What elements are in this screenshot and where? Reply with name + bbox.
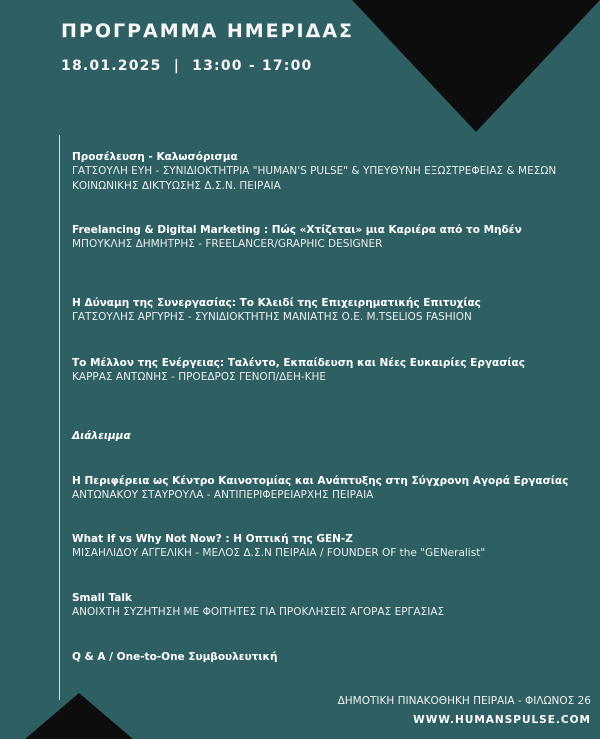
program-item-speaker: ΓΑΤΣΟΥΛΗ ΕΥΗ - ΣΥΝΙΔΙΟΚΤΗΤΡΙΑ "HUMAN'S PULSE" & ΥΠΕΥΘΥΝΗ ΕΞΩΣΤΡΕΦΕΙΑΣ & ΜΕΣΩΝ ΚΟΙΝΩΝΙΚΗΣ ΔΙΚΤΥΩΣΗΣ Δ.Σ.Ν. ΠΕΙΡΑΙΑ xyxy=(72,165,557,192)
decorative-triangle-bottom xyxy=(25,693,133,739)
program-item-speaker: ΜΙΣΑΗΛΙΔΟΥ ΑΓΓΕΛΙΚΗ - ΜΕΛΟΣ Δ.Σ.Ν ΠΕΙΡΑΙΑ / FOUNDER OF the "GENeralist" xyxy=(72,547,486,559)
program-item-heading: Η Περιφέρεια ως Κέντρο Καινοτομίας και Ανάπτυξης στη Σύγχρονη Αγορά Εργασίας xyxy=(72,475,569,487)
timeline-divider xyxy=(59,135,60,700)
program-item-heading: Προσέλευση - Καλωσόρισμα xyxy=(72,151,238,163)
program-item-heading: Η Δύναμη της Συνεργασίας: Το Κλειδί της Επιχειρηματικής Επιτυχίας xyxy=(72,297,481,309)
break-label: Διάλειμμα xyxy=(72,430,131,442)
program-item-heading: Freelancing & Digital Marketing : Πώς «Χτίζεται» μια Καριέρα από το Μηδέν xyxy=(72,224,522,236)
program-item-heading: Q & A / One-to-One Συμβουλευτική xyxy=(72,651,278,663)
program-item-heading: Small Talk xyxy=(72,592,132,604)
program-item-speaker: ΜΠΟΥΚΛΗΣ ΔΗΜΗΤΡΗΣ - FREELANCER/GRAPHIC DESIGNER xyxy=(72,238,383,250)
program-item-welcome xyxy=(72,150,587,194)
program-item-collaboration xyxy=(72,296,587,325)
program-item-genz xyxy=(72,532,587,561)
program-item-speaker: ΓΑΤΣΟΥΛΗΣ ΑΡΓΥΡΗΣ - ΣΥΝΙΔΙΟΚΤΗΤΗΣ ΜΑΝΙΑΤΗΣ Ο.Ε. M.TSELIOS FASHION xyxy=(72,311,472,323)
program-item-speaker: ΑΝΤΩΝΑΚΟΥ ΣΤΑΥΡΟΥΛΑ - ΑΝΤΙΠΕΡΙΦΕΡΕΙΑΡΧΗΣ ΠΕΙΡΑΙΑ xyxy=(72,489,374,501)
program-item-break xyxy=(72,430,587,442)
program-item-region xyxy=(72,474,587,503)
program-item-speaker: ΚΑΡΡΑΣ ΑΝΤΩΝΗΣ - ΠΡΟΕΔΡΟΣ ΓΕΝΟΠ/ΔΕΗ-ΚΗΕ xyxy=(72,371,327,383)
page-title: ΠΡΟΓΡΑΜΜΑ ΗΜΕΡΙΔΑΣ xyxy=(61,20,355,42)
program-item-qa xyxy=(72,650,587,664)
program-item-heading: What If vs Why Not Now? : Η Οπτική της GEN-Z xyxy=(72,533,353,545)
venue-address: ΔΗΜΟΤΙΚΗ ΠΙΝΑΚΟΘΗΚΗ ΠΕΙΡΑΙΑ - ΦΙΛΩΝΟΣ 26 xyxy=(337,695,591,707)
program-item-small-talk xyxy=(72,591,587,620)
decorative-triangle-top xyxy=(352,0,600,132)
program-item-energy xyxy=(72,356,587,385)
program-item-freelancing xyxy=(72,223,587,252)
program-item-speaker: ΑΝΟΙΧΤΗ ΣΥΖΗΤΗΣΗ ΜΕ ΦΟΙΤΗΤΕΣ ΓΙΑ ΠΡΟΚΛΗΣΕΙΣ ΑΓΟΡΑΣ ΕΡΓΑΣΙΑΣ xyxy=(72,606,445,618)
program-item-heading: Το Μέλλον της Ενέργειας: Ταλέντο, Εκπαίδευση και Νέες Ευκαιρίες Εργασίας xyxy=(72,357,525,369)
event-date-time: 18.01.2025 | 13:00 - 17:00 xyxy=(61,58,313,74)
website-link[interactable]: WWW.HUMANSPULSE.COM xyxy=(413,714,591,726)
